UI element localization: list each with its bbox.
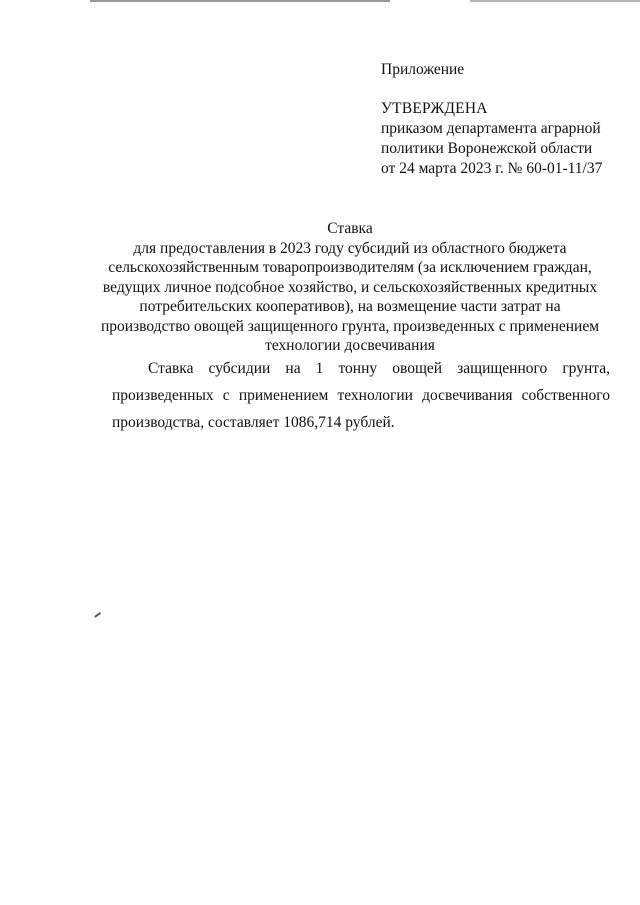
approval-line-department: политики Воронежской области [381,140,593,157]
title-line: для предоставления в 2023 году субсидий из областного бюджета [133,239,567,257]
approved-label: УТВЕРЖДЕНА [381,100,488,117]
approval-block [381,60,631,179]
title-line: технологии досвечивания [265,337,435,354]
body-line: производства, составляет 1086,714 рублей. [112,414,395,431]
body-paragraph [112,355,610,436]
document-title-block [100,219,600,356]
title-line: потребительских кооперативов), на возмещение части затрат на [139,298,561,315]
title-line: производство овощей защищенного грунта, произведенных с применением [100,317,600,335]
scan-mark [94,612,101,617]
body-line: произведенных с применением технологии досвечивания собственного [112,387,610,404]
appendix-label: Приложение [381,61,465,78]
scan-top-edge-left [90,0,390,2]
scan-top-edge-right [470,0,640,2]
document-heading: Ставка [327,220,373,237]
approval-line-date-number: от 24 марта 2023 г. № 60-01-11/37 [381,160,603,177]
approval-line-order: приказом департамента аграрной [381,120,601,137]
title-line: ведущих личное подсобное хозяйство, и сельскохозяйственных кредитных [102,278,598,296]
title-line: сельскохозяйственным товаропроизводителям (за исключением граждан, [108,259,592,276]
body-line: Ставка субсидии на 1 тонну овощей защищенного грунта, [148,360,610,377]
